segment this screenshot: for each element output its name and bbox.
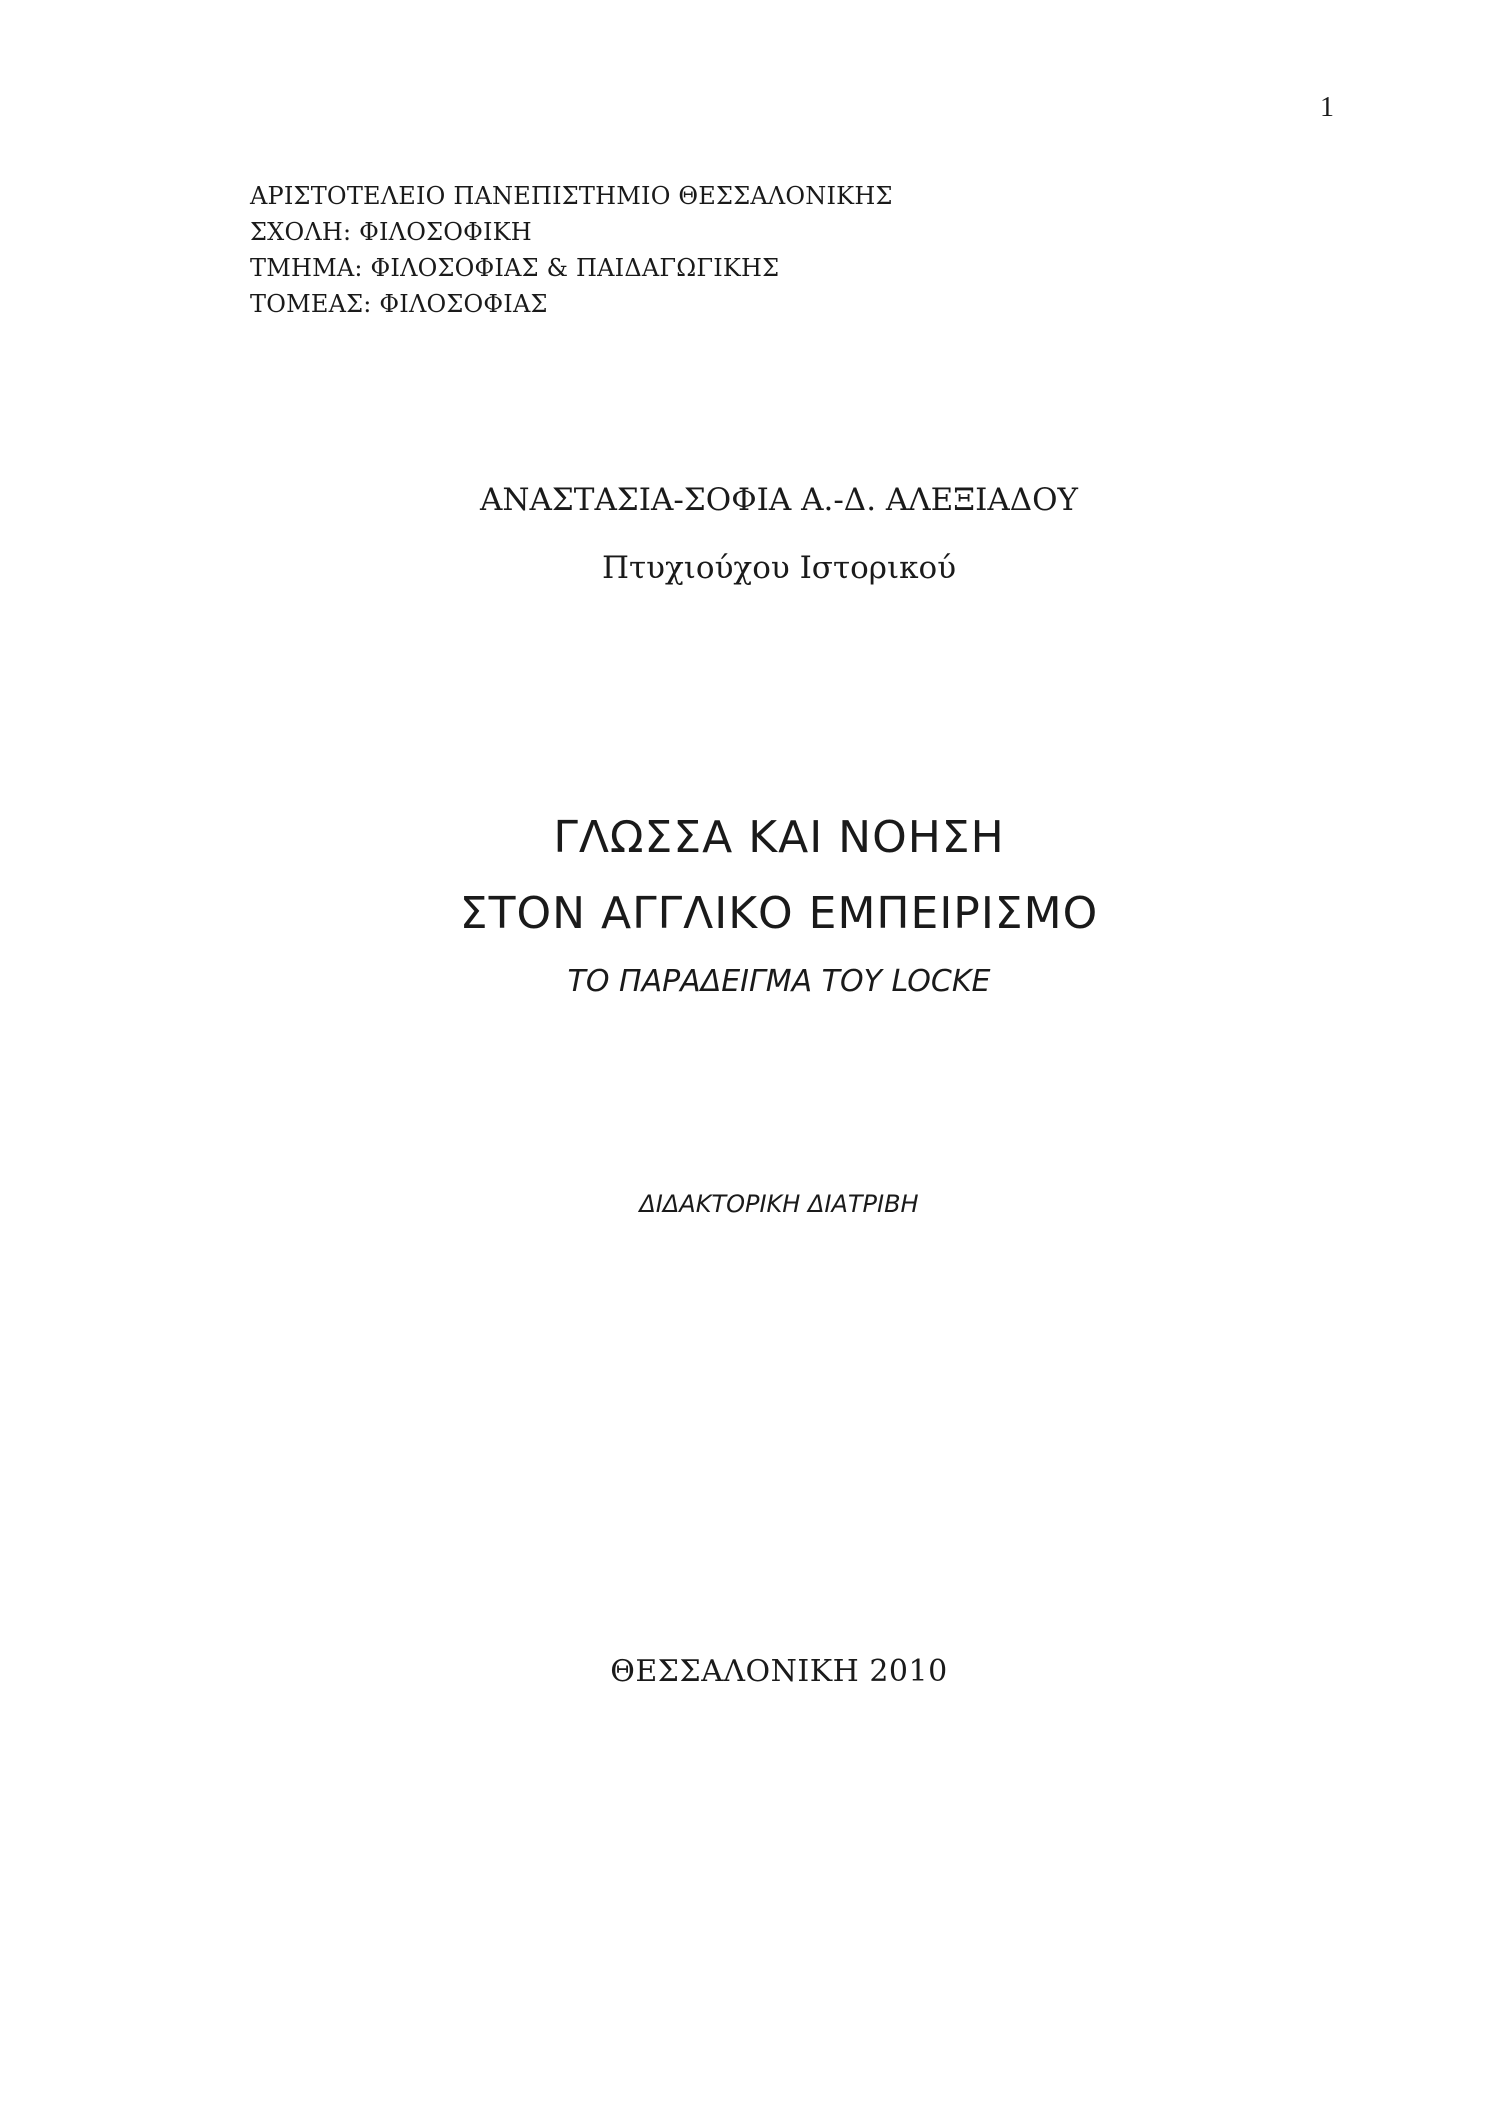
author-title: Πτυχιούχου Ιστορικού <box>601 550 957 586</box>
thesis-subtitle: ΤΟ ΠΑΡΑΔΕΙΓΜΑ ΤΟΥ LOCKE <box>567 964 991 999</box>
university-name: ΑΡΙΣΤΟΤΕΛΕΙΟ ΠΑΝΕΠΙΣΤΗΜΙΟ ΘΕΣΣΑΛΟΝΙΚΗΣ <box>250 182 893 210</box>
sector-name: ΤΟΜΕΑΣ: ΦΙΛΟΣΟΦΙΑΣ <box>250 290 548 318</box>
author-name: ΑΝΑΣΤΑΣΙΑ-ΣΟΦΙΑ Α.-Δ. ΑΛΕΞΙΑΔΟΥ <box>479 482 1079 518</box>
author-block <box>0 480 1489 588</box>
thesis-title-line-1: ΓΛΩΣΣΑ ΚΑΙ ΝΟΗΣΗ <box>553 812 1005 863</box>
school-name: ΣΧΟΛΗ: ΦΙΛΟΣΟΦΙΚΗ <box>250 218 532 246</box>
institution-header <box>250 178 893 322</box>
place-year: ΘΕΣΣΑΛΟΝΙΚΗ 2010 <box>610 1654 948 1689</box>
thesis-title-line-2: ΣΤΟΝ ΑΓΓΛΙΚΟ ΕΜΠΕΙΡΙΣΜΟ <box>459 888 1099 939</box>
department-name: ΤΜΗΜΑ: ΦΙΛΟΣΟΦΙΑΣ & ΠΑΙΔΑΓΩΓΙΚΗΣ <box>250 254 780 282</box>
thesis-title-block <box>0 812 1489 1002</box>
document-type: ΔΙΔΑΚΤΟΡΙΚΗ ΔΙΑΤΡΙΒΗ <box>639 1190 919 1218</box>
page-number: 1 <box>1320 92 1334 123</box>
